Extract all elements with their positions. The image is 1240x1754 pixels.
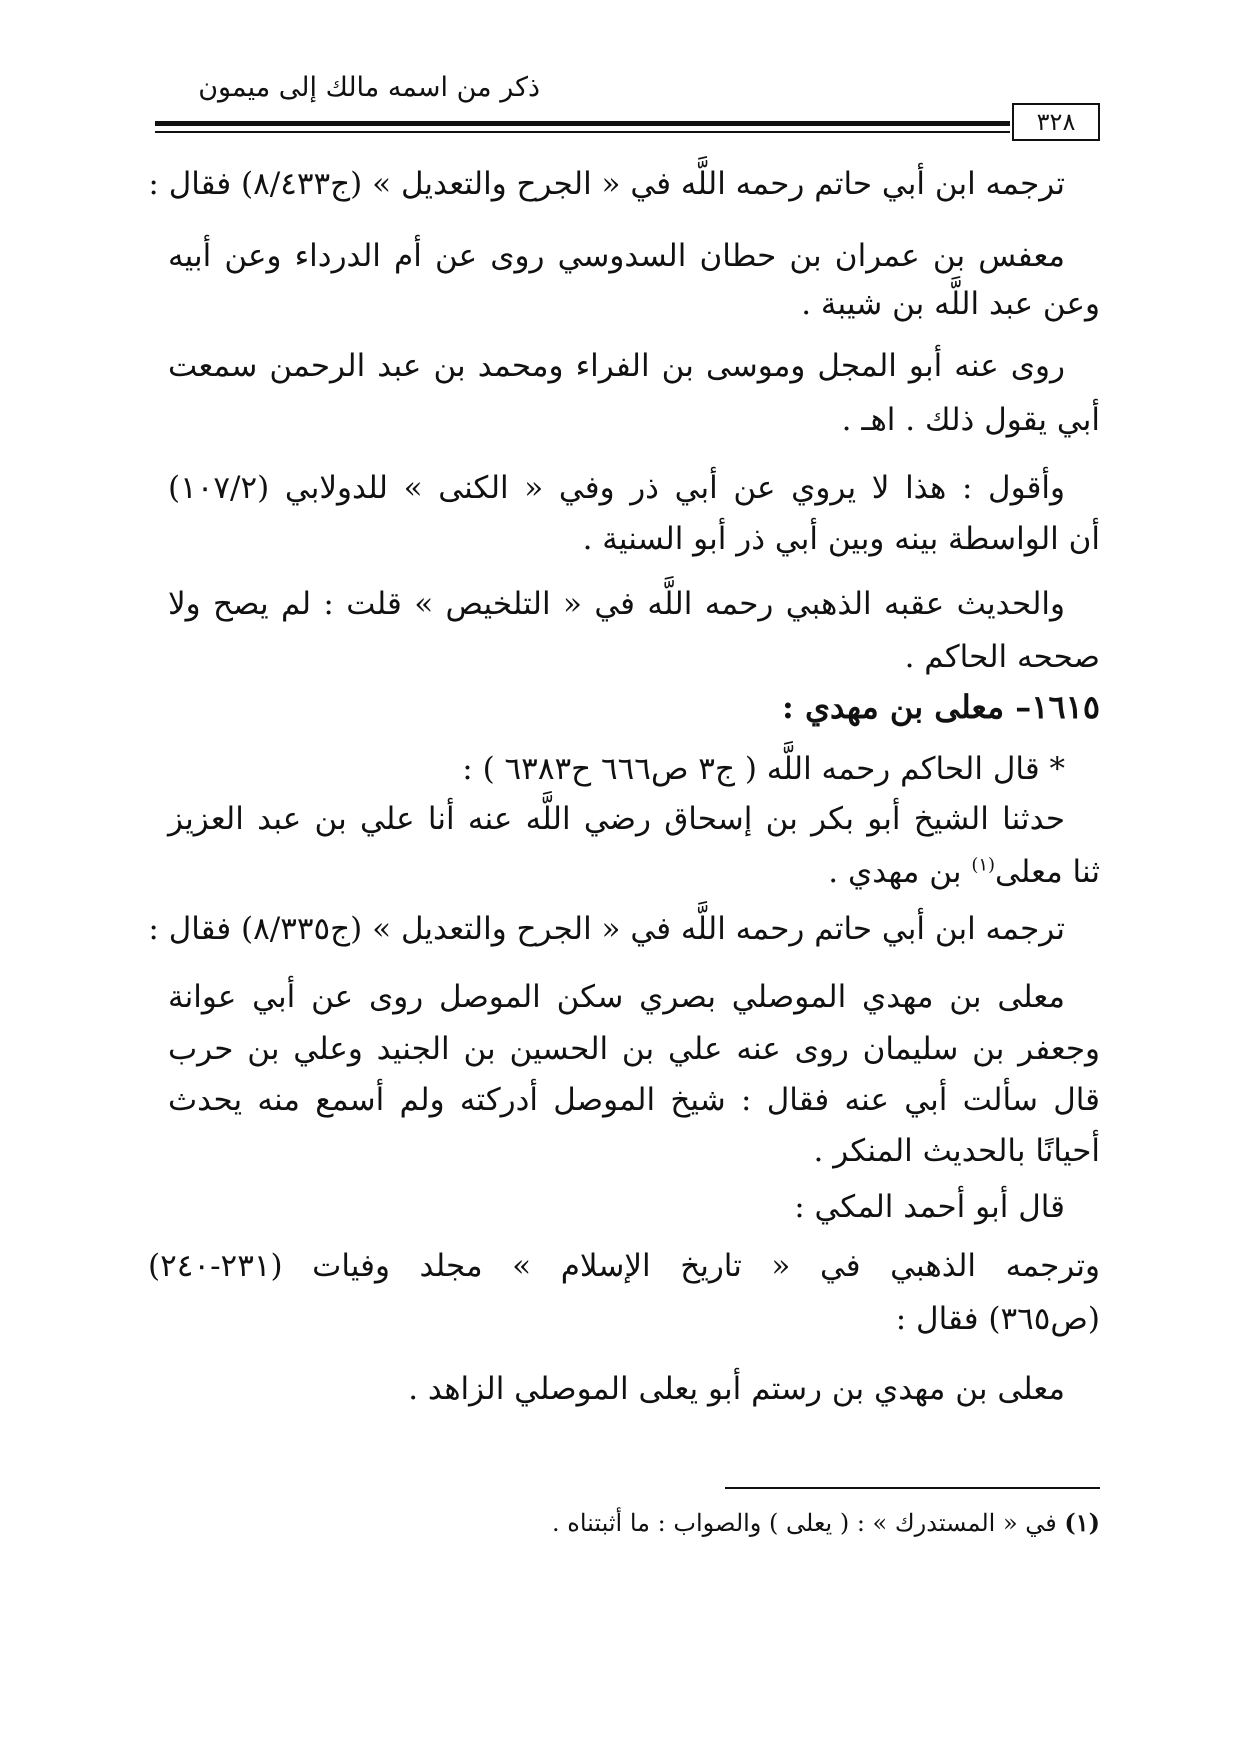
text-line: وترجمه الذهبي في « تاريخ الإسلام » مجلد وفيات (٢٣١-٢٤٠) bbox=[148, 1248, 1100, 1284]
text-line: ترجمه ابن أبي حاتم رحمه اللَّه في « الجرح والتعديل » (ج٨/٤٣٣) فقال : bbox=[148, 166, 1065, 202]
header-rule-thin bbox=[155, 131, 1010, 133]
text-line: وأقول : هذا لا يروي عن أبي ذر وفي « الكنى » للدولابي (١٠٧/٢) bbox=[168, 470, 1065, 506]
footnote-text: في « المستدرك » : ( يعلى ) والصواب : ما أثبتناه . bbox=[551, 1509, 1065, 1537]
text-line: قال أبو أحمد المكي : bbox=[794, 1189, 1065, 1225]
footnote bbox=[552, 1505, 1100, 1541]
text-line: معلى بن مهدي بن رستم أبو يعلى الموصلي الزاهد . bbox=[408, 1371, 1065, 1407]
text-line: معلى بن مهدي الموصلي بصري سكن الموصل روى عن أبي عوانة bbox=[168, 979, 1065, 1015]
text-line: وعن عبد اللَّه بن شيبة . bbox=[801, 286, 1100, 322]
footnote-marker: (١) bbox=[1064, 1508, 1100, 1537]
text-line: أحيانًا بالحديث المنكر . bbox=[813, 1133, 1100, 1169]
text-line: (ص٣٦٥) فقال : bbox=[895, 1301, 1100, 1337]
text-line: ترجمه ابن أبي حاتم رحمه اللَّه في « الجرح والتعديل » (ج٨/٣٣٥) فقال : bbox=[148, 911, 1065, 947]
text-line: حدثنا الشيخ أبو بكر بن إسحاق رضي اللَّه عنه أنا علي بن عبد العزيز bbox=[168, 801, 1066, 837]
text-line: * قال الحاكم رحمه اللَّه ( ج٣ ص٦٦٦ ح٦٣٨٣ ) : bbox=[462, 751, 1065, 787]
text-line: قال سألت أبي عنه فقال : شيخ الموصل أدركته ولم أسمع منه يحدث bbox=[168, 1082, 1100, 1118]
text-line: أبي يقول ذلك . اهـ . bbox=[841, 402, 1100, 438]
text-line: معفس بن عمران بن حطان السدوسي روى عن أم الدرداء وعن أبيه bbox=[168, 238, 1065, 274]
footnote-reference: (١) bbox=[971, 854, 996, 876]
text-line: وجعفر بن سليمان روى عنه علي بن الحسين بن الجنيد وعلي بن حرب bbox=[168, 1031, 1100, 1067]
text-span: ثنا معلى bbox=[995, 854, 1100, 890]
text-line: والحديث عقبه الذهبي رحمه اللَّه في « التلخيص » قلت : لم يصح ولا bbox=[168, 586, 1065, 622]
text-line: أن الواسطة بينه وبين أبي ذر أبو السنية . bbox=[582, 521, 1100, 557]
page-number: ٣٢٨ bbox=[1012, 103, 1100, 141]
footnote-rule bbox=[725, 1487, 1100, 1489]
text-line-with-footnote-ref bbox=[828, 848, 1100, 896]
running-header-title: ذكر من اسمه مالك إلى ميمون bbox=[198, 72, 540, 103]
text-line: روى عنه أبو المجل وموسى بن الفراء ومحمد بن عبد الرحمن سمعت bbox=[168, 348, 1065, 384]
text-line: صححه الحاكم . bbox=[904, 639, 1100, 675]
text-span: بن مهدي . bbox=[828, 854, 972, 890]
entry-heading: ١٦١٥– معلى بن مهدي : bbox=[782, 688, 1100, 726]
header-rule-thick bbox=[155, 121, 1010, 126]
